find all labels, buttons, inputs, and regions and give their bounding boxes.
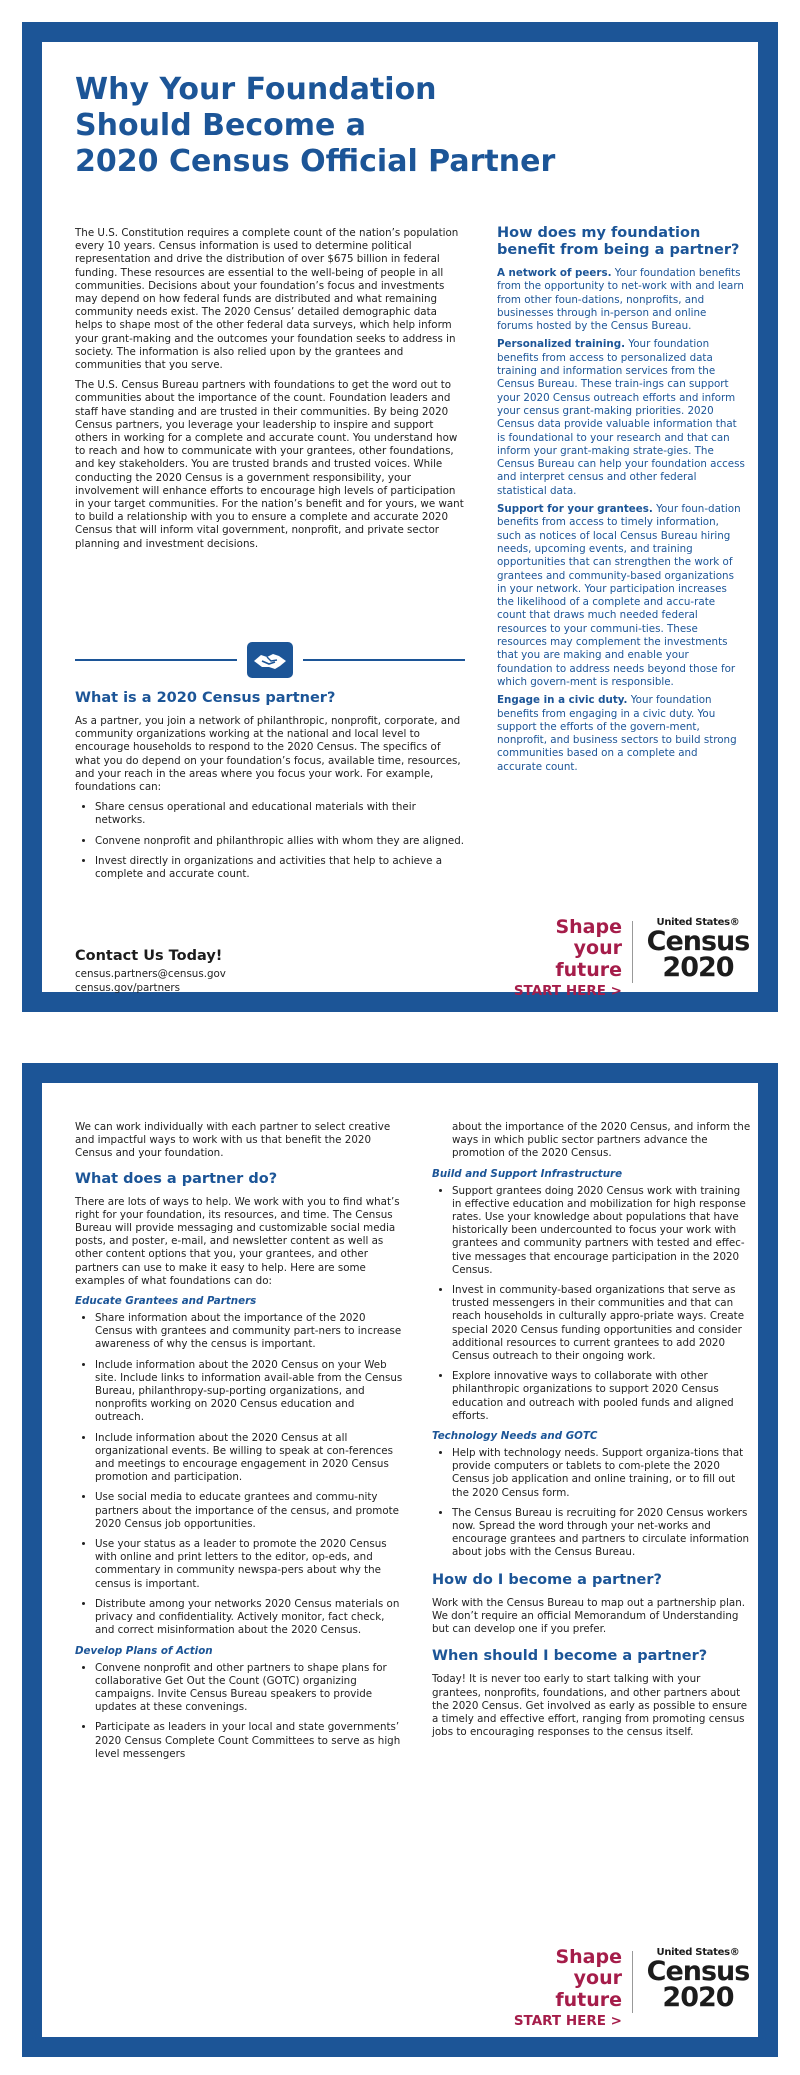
benefit-lead: A network of peers. — [497, 267, 612, 279]
page-two-frame — [22, 1063, 778, 2057]
section-heading: When should I become a partner? — [432, 1648, 708, 1665]
section-heading: How do I become a partner? — [432, 1571, 662, 1588]
intro-column — [75, 227, 465, 558]
logo-year: 2020 — [662, 952, 734, 983]
intro-paragraph: We can work individually with each partner to select creative and impactful ways to work with us that benefit the 2020 Census and your foundation. — [75, 1121, 391, 1160]
list-item: • Participate as leaders in your local and state governments’ 2020 Census Complete Count Committees to serve as high level messengers — [95, 1721, 405, 1761]
list-item: • Invest directly in organizations and activities that help to achieve a complete and accurate count. — [95, 855, 465, 881]
census-2020-wordmark — [642, 1947, 754, 2011]
section-paragraph: Work with the Census Bureau to map out a partnership plan. We don’t require an official Memorandum of Understanding but can develop one if you prefer. — [432, 1596, 746, 1636]
page-one-frame — [22, 22, 778, 1012]
bullet-list — [75, 1662, 405, 1761]
bullet-list — [432, 1447, 752, 1560]
subsection-heading: Build and Support Infrastructure — [432, 1167, 623, 1180]
divider-line — [303, 659, 465, 661]
logo-shape: Shape — [555, 916, 622, 938]
list-item: • Explore innovative ways to collaborate with other philanthropic organizations to support 2020 Census education and outreach with pooled funds and aligned efforts. — [452, 1370, 752, 1423]
benefit-column — [497, 225, 745, 779]
title-line: Should Become a — [75, 108, 367, 143]
benefit-lead: Engage in a civic duty. — [497, 694, 628, 707]
list-item: • Share census operational and educational materials with their networks. — [95, 801, 465, 827]
logo-start: START HERE > — [513, 2013, 622, 2029]
list-item: • Convene nonprofit and other partners to shape plans for collaborative Get Out the Count (GOTC) organizing campaigns. Invite Census Bureau speakers to provide updates at these convenings. — [95, 1662, 405, 1715]
list-item: • Include information about the 2020 Census on your Web site. Include links to information avail-able from the Census Bureau, philanthropy-sup-porting organizations, and nonprofits working on 2020 Census education and outreach. — [95, 1359, 405, 1425]
contact-heading: Contact Us Today! — [75, 948, 223, 964]
logo-future: your future — [555, 937, 622, 981]
benefit-item — [497, 267, 745, 333]
logo-us: United States® — [656, 1947, 740, 1958]
list-item: • The Census Bureau is recruiting for 2020 Census workers now. Spread the word through your net-works and encourage grantees and partners to circulate information about jobs with the Census Bureau. — [452, 1507, 752, 1560]
title-line: Why Your Foundation — [75, 72, 437, 107]
logo-census: Census — [646, 1956, 750, 1987]
list-item: • Support grantees doing 2020 Census work with training in effective education and mobilization for high response rates. Use your knowledge about populations that have historically been undercounted to focus your work with grantees and community partners with tested and effec-tive messages that encourage participation in the 2020 Census. — [452, 1185, 752, 1277]
benefit-text: Your foundation benefits from the opportunity to net-work with and learn from other foun-dations, nonprofits, and businesses through in-person and online forums hosted by the Census Bureau. — [497, 267, 744, 333]
contact-email-link[interactable]: census.partners@census.gov — [75, 968, 226, 980]
list-item: • Use social media to educate grantees and commu-nity partners about the importance of the census, and promote 2020 Census job opportunities. — [95, 1491, 405, 1531]
benefit-text: Your foundation benefits from access to personalized data training and information services from the Census Bureau. These train-ings can support your 2020 Census outreach efforts and inform your census grant-making priorities. 2020 Census data provide valuable information that is foundational to your research and that can inform your grant-making strate-gies. The Census Bureau can help your foundation access and interpret census and other federal statistical data. — [497, 338, 745, 497]
contact-web-link[interactable]: census.gov/partners — [75, 982, 181, 994]
subsection-heading: Educate Grantees and Partners — [75, 1295, 257, 1308]
list-item: • Share information about the importance of the 2020 Census with grantees and community part-ners to increase awareness of why the census is important. — [95, 1312, 405, 1352]
benefit-item — [497, 338, 745, 498]
title-line: 2020 Census Official Partner — [75, 144, 556, 179]
shape-your-future-wordmark — [512, 1947, 622, 2031]
handshake-icon — [247, 642, 293, 678]
list-item: • Convene nonprofit and philanthropic allies with whom they are aligned. — [95, 835, 465, 848]
census-logo — [512, 1946, 752, 2029]
list-item: • Distribute among your networks 2020 Census materials on privacy and confidentiality. Actively monitor, fact check, and correct misinformation about the 2020 Census. — [95, 1598, 405, 1638]
shape-your-future-wordmark — [512, 917, 622, 1001]
logo-divider — [632, 921, 633, 983]
subsection-heading: Technology Needs and GOTC — [432, 1430, 598, 1443]
logo-start: START HERE > — [513, 983, 622, 999]
list-item: • Help with technology needs. Support organiza-tions that provide computers or tablets to com-plete the 2020 Census job application and online training, or to fill out the 2020 Census form. — [452, 1447, 752, 1500]
benefit-lead: Support for your grantees. — [497, 503, 653, 516]
section-heading: What does a partner do? — [75, 1170, 278, 1187]
bullet-list — [432, 1185, 752, 1423]
contact-block — [75, 947, 375, 995]
page-two-right-column — [432, 1121, 752, 1746]
list-item: • Use your status as a leader to promote the 2020 Census with online and print letters to the editor, op-eds, and commentary in community newspa-pers about why the census is important. — [95, 1538, 405, 1591]
intro-paragraph: The U.S. Census Bureau partners with foundations to get the word out to communities about the importance of the count. Foundation leaders and staff have standing and are trusted in their communities. By being 2020 Census partners, you leverage your leadership to inspire and support others in working for a complete and accurate count. You understand how to reach and how to communicate with your grantees, other foundations, and key stakeholders. You are trusted brands and trusted voices. While conducting the 2020 Census is a government responsibility, your involvement will enhance efforts to encourage high levels of participation in your target communities. For the nation’s benefit and for yours, we want to build a relationship with you to ensure a complete and accurate 2020 Census that will inform vital government, nonprofit, and private sector planning and investment decisions. — [75, 379, 464, 550]
section-paragraph: There are lots of ways to help. We work with you to find what’s right for your foundation, its resources, and time. The Census Bureau will provide messaging and customizable social media posts, and poster, e-mail, and newsletter content as well as other content options that you, your grantees, and other partners can use to make it easy to help. Here are some examples of what foundations can do: — [75, 1195, 400, 1287]
list-item: • Invest in community-based organizations that serve as trusted messengers in their communities and that can reach households in culturally appro-priate ways. Create special 2020 Census funding opportunities and consider additional resources to current grantees to add 2020 Census outreach to their ongoing work. — [452, 1284, 752, 1363]
page-one-content — [42, 42, 758, 999]
intro-paragraph: The U.S. Constitution requires a complete count of the nation’s population every 10 years. Census information is used to determine political representation and drive the distribution of over $675 billion in federal funding. These resources are essential to the well-being of people in all communities. Decisions about your foundation’s focus and investments may depend on how federal funds are distributed and what remaining community needs exist. The 2020 Census’ detailed demographic data helps to shape most of the other federal data surveys, which help inform your grant-making and the outcomes your foundation seeks to address in society. The information is also relied upon by the grantees and communities that you serve. — [75, 227, 459, 372]
benefit-text: Your foundation benefits from engaging in a civic duty. You support the efforts of the govern-ment, nonprofit, and business sectors to build strong communities based on a complete and accurate count. — [497, 694, 737, 773]
continued-paragraph: about the importance of the 2020 Census, and inform the ways in which public sector partners advance the promotion of the 2020 Census. — [452, 1121, 751, 1160]
section-heading: What is a 2020 Census partner? — [75, 690, 336, 706]
section-paragraph: Today! It is never too early to start talking with your grantees, nonprofits, foundations, and other partners about the 2020 Census. Get involved as early as possible to ensure a timely and effective effort, ranging from promoting census jobs to encouraging responses to the census itself. — [432, 1673, 748, 1739]
page-two-left-column — [75, 1121, 405, 1768]
benefit-item — [497, 503, 745, 689]
logo-us: United States® — [656, 917, 740, 928]
census-2020-wordmark — [642, 917, 754, 981]
page-title — [75, 72, 635, 180]
page-two-content — [42, 1083, 758, 2037]
bullet-list — [75, 1312, 405, 1637]
subsection-heading: Develop Plans of Action — [75, 1644, 213, 1657]
benefit-lead: Personalized training. — [497, 338, 626, 351]
benefit-item — [497, 694, 745, 774]
list-item: • Include information about the 2020 Census at all organizational events. Be willing to speak at con-ferences and meetings to encourage engagement in 2020 Census promotion and participation. — [95, 1432, 405, 1485]
bullet-list — [75, 801, 465, 881]
logo-census: Census — [646, 926, 750, 957]
section-paragraph: As a partner, you join a network of philanthropic, nonprofit, corporate, and community organizations working at the national and local level to encourage households to respond to the 2020 Census. The specifics of what you do depend on your foundation’s focus, available time, resources, and your reach in the areas where you focus your work. For example, foundations can: — [75, 715, 461, 794]
section-divider — [75, 642, 465, 678]
census-logo — [512, 916, 752, 999]
divider-line — [75, 659, 237, 661]
logo-future: your future — [555, 1967, 622, 2011]
logo-year: 2020 — [662, 1982, 734, 2013]
logo-divider — [632, 1951, 633, 2013]
benefit-text: Your foun-dation benefits from access to timely information, such as notices of local Census Bureau hiring needs, upcoming events, and training opportunities that can strengthen the work of grantees and community-based organizations in your network. Your participation increases the likelihood of a complete and accu-rate count that draws much needed federal resources to your communi-ties. These resources may complement the investments that you are making and enable your foundation to address needs beyond those for which govern-ment is responsible. — [497, 503, 741, 688]
section-heading: How does my foundation benefit from being a partner? — [497, 225, 740, 258]
partner-definition-section — [75, 690, 465, 888]
logo-shape: Shape — [555, 1946, 622, 1968]
